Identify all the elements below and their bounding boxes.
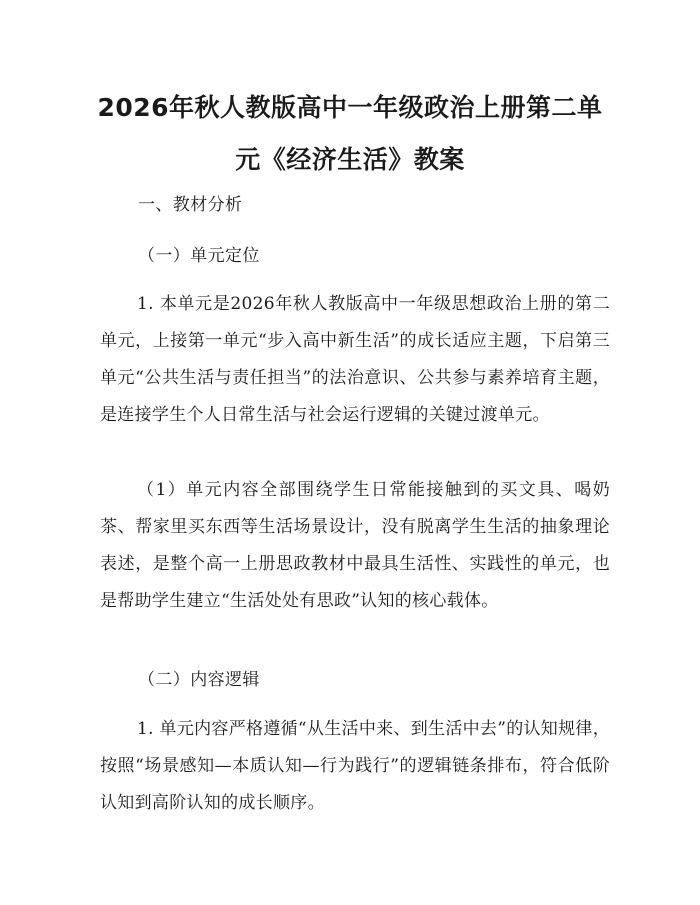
- paragraph-unit-content: （1）单元内容全部围绕学生日常能接触到的买文具、喝奶茶、帮家里买东西等生活场景设计，没有脱离学生生活的抽象理论表述，是整个高一上册思政教材中最具生活性、实践性的单元，也是帮助学生建立“生活处处有思政”认知的核心载体。: [100, 480, 610, 611]
- paragraph-content-logic: 1. 单元内容严格遵循“从生活中来、到生活中去”的认知规律，按照“场景感知—本质认知—行为践行”的逻辑链条排布，符合低阶认知到高阶认知的成长顺序。: [100, 719, 611, 813]
- document-title-line-1: 2026年秋人教版高中一年级政治上册第二单: [97, 93, 603, 122]
- subsection-heading-content-logic: （二）内容逻辑: [138, 670, 260, 690]
- section-heading-textbook-analysis: 一、教材分析: [138, 195, 243, 215]
- subsection-heading-unit-positioning: （一）单元定位: [138, 246, 260, 266]
- document-title-line-2: 元《经济生活》教案: [235, 145, 465, 174]
- paragraph-unit-positioning: 1. 本单元是2026年秋人教版高中一年级思想政治上册的第二单元，上接第一单元“步入高中新生活”的成长适应主题，下启第三单元“公共生活与责任担当”的法治意识、公共参与素养培育主题，是连接学生个人日常生活与社会运行逻辑的关键过渡单元。: [100, 294, 610, 425]
